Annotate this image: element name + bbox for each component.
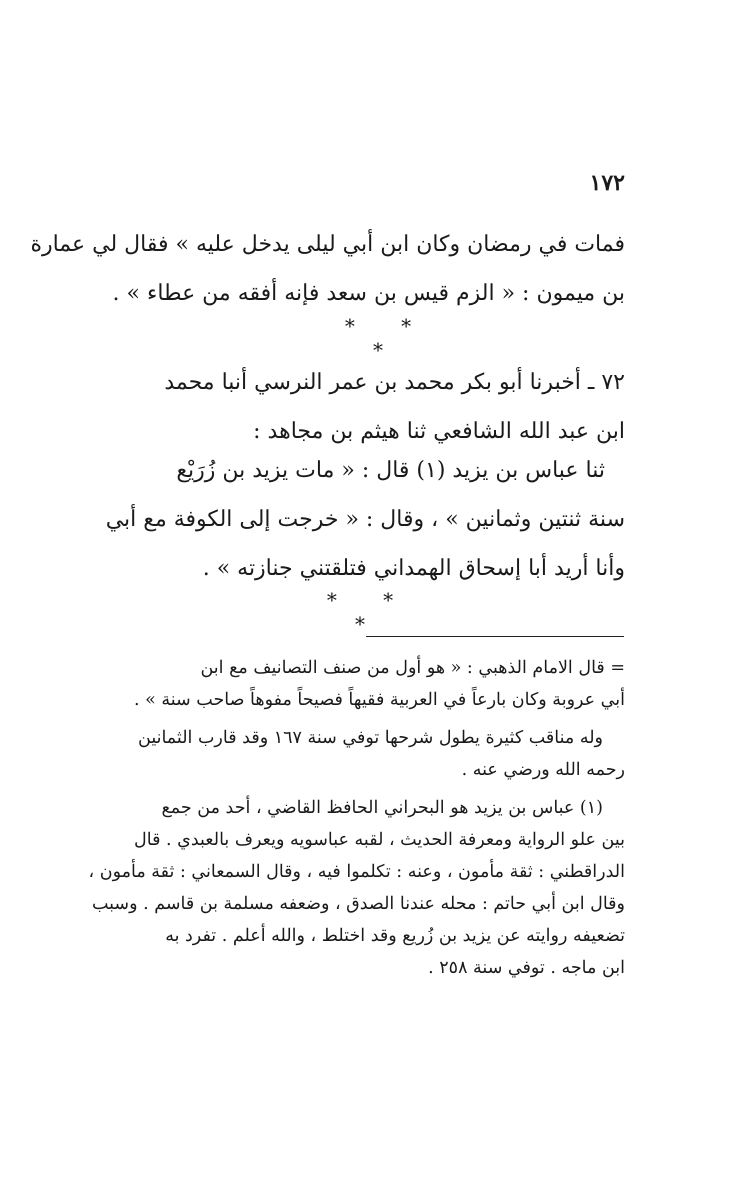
paragraph-continuation <box>30 220 625 318</box>
footnote-line: وقال ابن أبي حاتم : محله عندنا الصدق ، وضعفه مسلمة بن قاسم . وسبب <box>91 894 625 914</box>
text-line: ثنا عباس بن يزيد (١) قال : « مات يزيد بن زُرَيْع <box>176 458 605 483</box>
footnote-line: ابن ماجه . توفي سنة ٢٥٨ . <box>428 958 625 978</box>
text-line: سنة ثنتين وثمانين » ، وقال : « خرجت إلى الكوفة مع أبي <box>105 507 625 532</box>
footnote-line: = قال الامام الذهبي : « هو أول من صنف التصانيف مع ابن <box>200 658 625 678</box>
section-separator: * * * <box>326 588 414 636</box>
footnote-line: تضعيفه روايته عن يزيد بن زُريع وقد اختلط ، والله أعلم . تفرد به <box>165 926 625 946</box>
footnote-line: بين علو الرواية ومعرفة الحديث ، لقبه عباسويه ويعرف بالعبدي . قال <box>134 830 625 850</box>
paragraph-entry-72 <box>105 358 625 456</box>
paragraph-entry-72-narration <box>105 446 625 593</box>
text-line: فمات في رمضان وكان ابن أبي ليلى يدخل عليه » فقال لي عمارة <box>30 232 625 257</box>
footnote-divider <box>366 636 624 637</box>
text-line: وأنا أريد أبا إسحاق الهمداني فتلقتني جنازته » . <box>202 556 625 581</box>
footnote-continued-2 <box>105 722 625 786</box>
section-separator: * * * <box>344 314 432 362</box>
text-line: ٧٢ ـ أخبرنا أبو بكر محمد بن عمر النرسي أنبا محمد <box>164 370 625 395</box>
footnote-line: الدراقطني : ثقة مأمون ، وعنه : تكلموا فيه ، وقال السمعاني : ثقة مأمون ، <box>88 862 625 882</box>
text-line: بن ميمون : « الزم قيس بن سعد فإنه أفقه من عطاء » . <box>112 281 625 306</box>
footnote-line: وله مناقب كثيرة يطول شرحها توفي سنة ١٦٧ وقد قارب الثمانين <box>138 728 603 748</box>
footnote-line: أبي عروبة وكان بارعاً في العربية فقيهاً فصيحاً مفوهاً صاحب سنة » . <box>133 690 625 710</box>
page-number: ١٧٢ <box>589 170 625 196</box>
footnote-1 <box>88 792 625 984</box>
footnote-continued <box>105 652 625 716</box>
footnote-line: رحمه الله ورضي عنه . <box>461 760 625 780</box>
text-line: ابن عبد الله الشافعي ثنا هيثم بن مجاهد : <box>253 419 625 444</box>
footnote-line: (١) عباس بن يزيد هو البحراني الحافظ القاضي ، أحد من جمع <box>161 798 603 818</box>
